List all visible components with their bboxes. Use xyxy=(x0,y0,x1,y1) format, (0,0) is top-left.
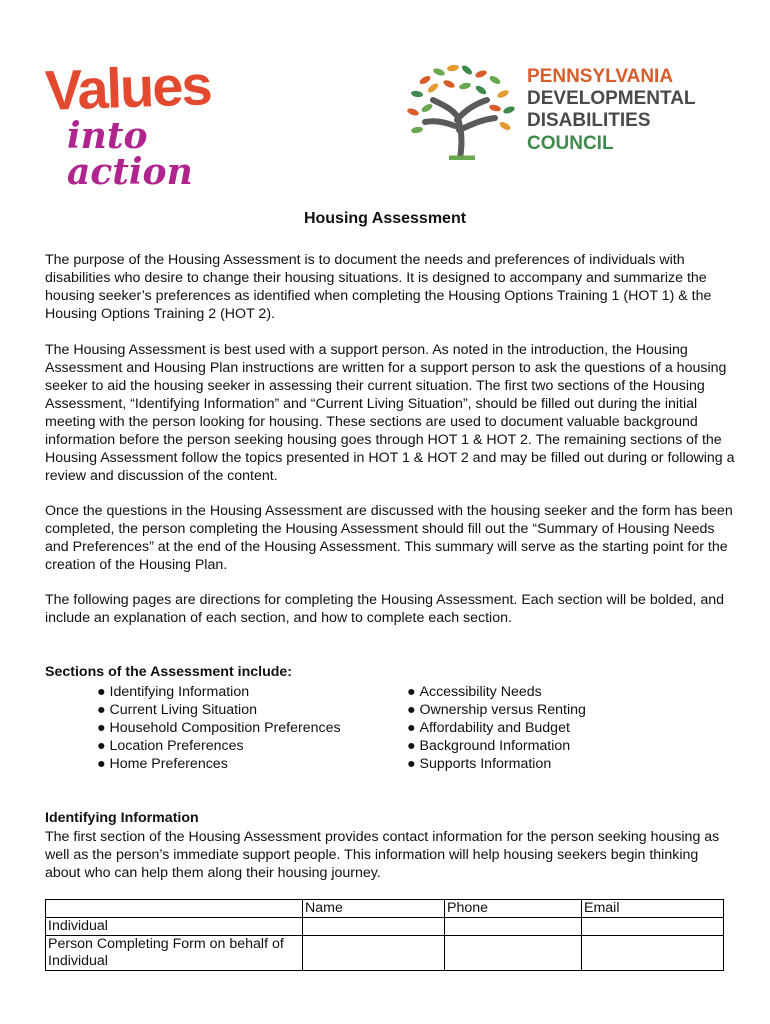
list-item: ● Accessibility Needs xyxy=(407,683,586,701)
table-cell[interactable] xyxy=(445,918,582,936)
row-label-person-completing: Person Completing Form on behalf of Individual xyxy=(46,936,303,971)
intro-paragraph: The purpose of the Housing Assessment is to document the needs and preferences of individuals with disabilities who desire to change their housing situations. It is designed to accompany and summarize the housing seeker’s preferences as identified when completing the Housing Options Training 1 (HOT 1) & the Housing Options Training 2 (HOT 2). xyxy=(45,252,712,322)
tree-icon xyxy=(405,60,525,160)
table-cell[interactable] xyxy=(303,918,445,936)
table-header-phone: Phone xyxy=(445,900,582,918)
row-label-individual: Individual xyxy=(46,918,303,936)
table-cell[interactable] xyxy=(303,936,445,971)
directions-paragraph: The following pages are directions for completing the Housing Assessment. Each section will be bolded, and include an explanation of each section, and how to complete each section. xyxy=(45,592,725,626)
identifying-info-paragraph: The first section of the Housing Assessment provides contact information for the person seeking housing as well as the person’s immediate support people. This information will help housing seekers begin thinking about who can help them along their housing journey. xyxy=(45,829,720,881)
pddc-logo xyxy=(405,60,725,160)
table-header-row xyxy=(46,900,724,918)
table-cell[interactable] xyxy=(582,936,724,971)
pddc-line-2: DEVELOPMENTAL xyxy=(527,88,696,110)
pddc-logo-text xyxy=(527,66,696,155)
pddc-line-1: PENNSYLVANIA xyxy=(527,66,674,87)
page-title: Housing Assessment xyxy=(303,210,467,227)
table-row xyxy=(46,918,724,936)
list-item: ● Household Composition Preferences xyxy=(97,719,341,737)
table-cell[interactable] xyxy=(445,936,582,971)
values-logo-word: Values xyxy=(43,53,212,122)
pddc-line-3: DISABILITIES xyxy=(527,110,651,132)
sections-list-right xyxy=(407,683,586,773)
list-item: ● Location Preferences xyxy=(97,737,341,755)
summary-paragraph: Once the questions in the Housing Assessment are discussed with the housing seeker and the form has been completed, the person completing the Housing Assessment should fill out the “Summary of Housing Needs and Preferences” at the end of the Housing Assessment. This summary will serve as the starting point for the creation of the Housing Plan. xyxy=(45,503,733,573)
list-item: ● Current Living Situation xyxy=(97,701,341,719)
values-logo-subtitle: into action xyxy=(67,115,193,193)
list-item: ● Affordability and Budget xyxy=(407,719,586,737)
support-person-paragraph: The Housing Assessment is best used with a support person. As noted in the introduction, the Housing Assessment and Housing Plan instructions are written for a support person to ask the questions of a housing seeker to aid the housing seeker in assessing their current situation. The first two sections of the Housing Assessment, “Identifying Information” and “Current Living Situation”, should be filled out during the initial meeting with the person looking for housing. These sections are used to document valuable background information before the person seeking housing goes through HOT 1 & HOT 2. The remaining sections of the Housing Assessment follow the topics presented in HOT 1 & HOT 2 and may be filled out during or following a review and discussion of the content. xyxy=(45,342,735,484)
list-item: ● Ownership versus Renting xyxy=(407,701,586,719)
list-item: ● Identifying Information xyxy=(97,683,341,701)
table-header-name: Name xyxy=(303,900,445,918)
sections-list-left xyxy=(97,683,341,773)
values-into-action-logo xyxy=(43,53,260,193)
identifying-info-heading: Identifying Information xyxy=(45,810,199,826)
table-header-email: Email xyxy=(582,900,724,918)
table-cell[interactable] xyxy=(582,918,724,936)
contact-table xyxy=(45,899,724,971)
list-item: ● Home Preferences xyxy=(97,755,341,773)
table-header-cell xyxy=(46,900,303,918)
sections-heading: Sections of the Assessment include: xyxy=(45,664,293,680)
pddc-line-4: COUNCIL xyxy=(527,132,614,154)
list-item: ● Background Information xyxy=(407,737,586,755)
list-item: ● Supports Information xyxy=(407,755,586,773)
table-row xyxy=(46,936,724,971)
